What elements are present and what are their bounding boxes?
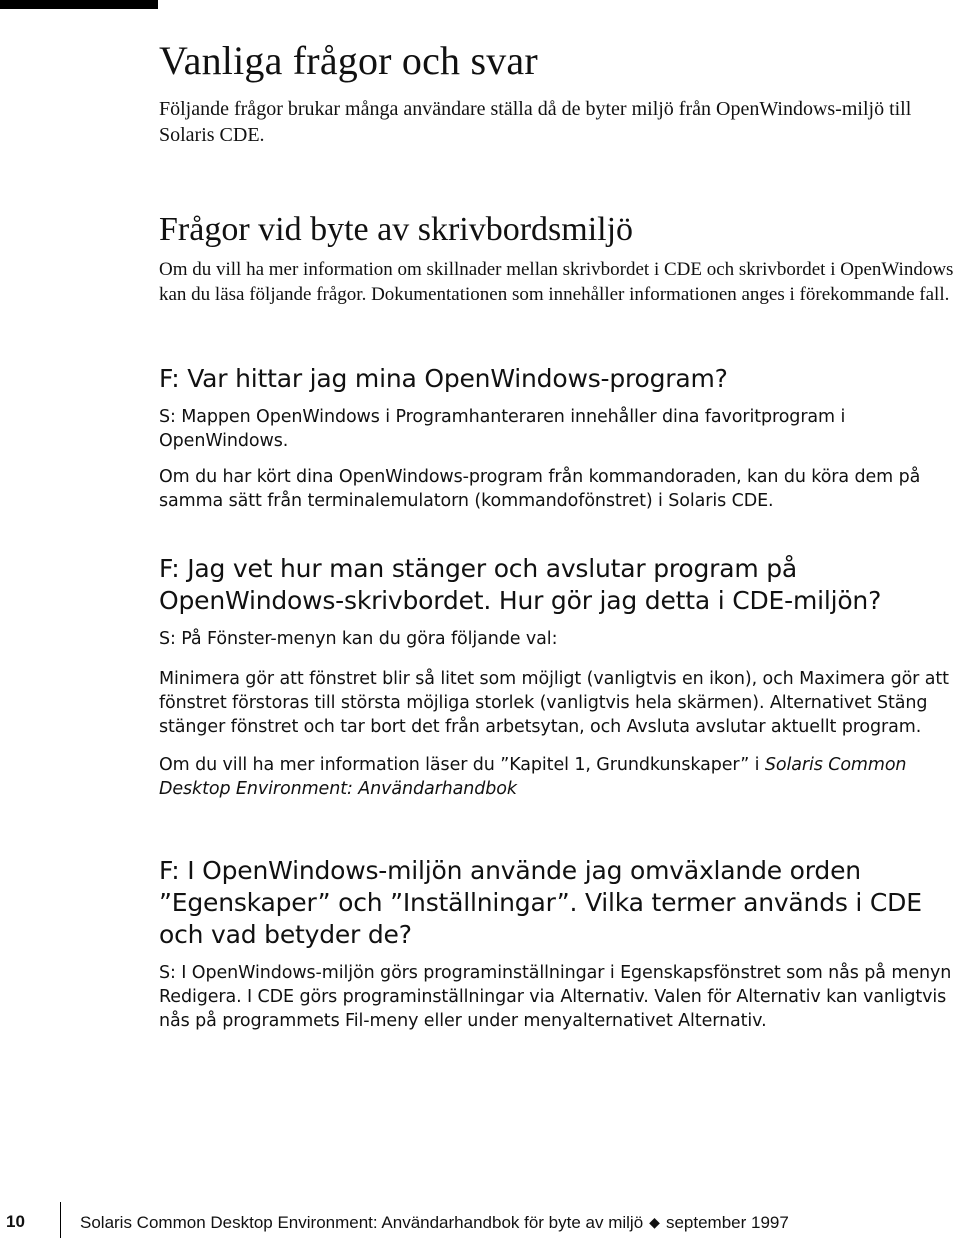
section-heading: Frågor vid byte av skrivbordsmiljö	[159, 211, 634, 248]
footer-book-title: Solaris Common Desktop Environment: Användarhandbok för byte av miljö	[80, 1213, 644, 1232]
footer-running-title	[80, 1213, 789, 1233]
page-footer	[0, 1202, 960, 1238]
page-content	[159, 38, 954, 1033]
faq-reference-prefix: Om du vill ha mer information läser du ”Kapitel 1, Grundkunskaper” i	[159, 755, 765, 776]
page-title: Vanliga frågor och svar	[159, 38, 538, 83]
faq-question-1: F: Var hittar jag mina OpenWindows-program?	[159, 364, 728, 394]
faq-answer-1-a: S: Mappen OpenWindows i Programhanteraren innehåller dina favoritprogram i OpenWindows.	[159, 407, 846, 452]
section-paragraph: Om du vill ha mer information om skillnader mellan skrivbordet i CDE och skrivbordet i OpenWindows kan du läsa följande frågor. Dokumentationen som innehåller informationen anges i förekommande fall.	[159, 259, 954, 306]
faq-answer-2-b: Minimera gör att fönstret blir så litet som möjligt (vanligtvis en ikon), och Maximera gör att fönstret förstoras till största möjliga storlek (vanligtvis hela skärmen). Alternativet Stäng stänger fönstret och tar bort det från arbetsytan, och Avsluta avslutar aktuellt program.	[159, 669, 949, 738]
top-rule-bar	[0, 0, 158, 9]
intro-paragraph: Följande frågor brukar många användare ställa då de byter miljö från OpenWindows-miljö till Solaris CDE.	[159, 98, 912, 146]
faq-question-3: F: I OpenWindows-miljön använde jag omväxlande orden ”Egenskaper” och ”Inställningar”. Vilka termer används i CDE och vad betyder de?	[159, 856, 922, 950]
faq-answer-1-b: Om du har kört dina OpenWindows-program från kommandoraden, kan du köra dem på samma sätt från terminalemulatorn (kommandofönstret) i Solaris CDE.	[159, 467, 921, 512]
diamond-icon: ◆	[649, 1214, 660, 1230]
footer-date: september 1997	[665, 1213, 789, 1232]
faq-answer-3-a: S: I OpenWindows-miljön görs programinställningar i Egenskapsfönstret som nås på menyn Redigera. I CDE görs programinställningar via Alternativ. Valen för Alternativ kan vanligtvis nås på programmets Fil-meny eller under menyalternativet Alternativ.	[159, 963, 952, 1032]
faq-reference-title: Solaris Common Desktop Environment: Användarhandbok	[159, 755, 907, 800]
faq-reference	[159, 753, 954, 801]
footer-divider	[60, 1202, 61, 1238]
faq-answer-2-a: S: På Fönster-menyn kan du göra följande val:	[159, 629, 558, 650]
faq-question-2: F: Jag vet hur man stänger och avslutar program på OpenWindows-skrivbordet. Hur gör jag detta i CDE-miljön?	[159, 554, 882, 616]
page-number: 10	[6, 1212, 25, 1231]
